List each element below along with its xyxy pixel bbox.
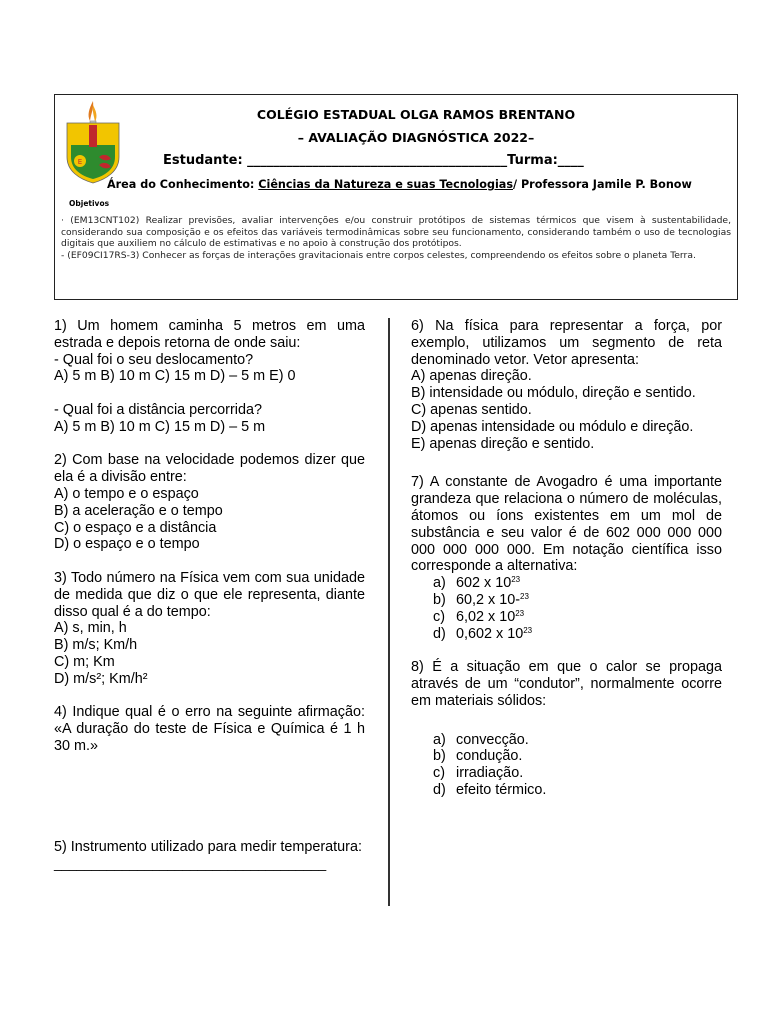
question-1 [54,318,365,436]
q2-option: B) a aceleração e o tempo [54,502,223,519]
question-8 [411,659,722,799]
right-column [411,318,722,799]
area-value: Ciências da Natureza e suas Tecnologias [258,178,513,191]
q8-option: b) condução. [433,748,523,765]
q1-sub2: - Qual foi a distância percorrida? [54,401,262,418]
teacher-name: / Professora Jamile P. Bonow [513,178,692,191]
q6-option: D) apenas intensidade ou módulo e direção. [411,418,694,435]
exam-title: – AVALIAÇÃO DIAGNÓSTICA 2022– [297,130,535,145]
q7-option: d) 0,602 x $10^{23}$ [433,625,533,642]
q1-stem: 1) Um homem caminha 5 metros em uma estrada e depois retorna de onde saiu: [54,318,365,351]
q7-stem: 7) A constante de Avogadro é uma importante grandeza que relaciona o número de moléculas, átomos ou íons existentes em um mol de substância e seu valor é de 602 000 000 000 000 000 000 000. Em notação científica isso corresponde a alternativa: [411,474,722,575]
q7-option: a) 602 x $10^{23}$ [433,575,521,592]
q3-option: A) s, min, h [54,620,127,637]
q2-option: D) o espaço e o tempo [54,536,200,553]
objectives-title: Objetivos [69,199,110,208]
q3-option: C) m; Km [54,653,115,670]
question-5 [54,839,365,873]
q6-option: A) apenas direção. [411,368,532,385]
q5-stem: 5) Instrumento utilizado para medir temperatura: [54,838,362,855]
q3-option: B) m/s; Km/h [54,637,138,654]
q8-option: a) convecção. [433,731,529,748]
q3-stem: 3) Todo número na Física vem com sua unidade de medida que diz o que ele representa, diante disso qual é a do tempo: [54,569,365,620]
q4-stem: 4) Indique qual é o erro na seguinte afirmação: «A duração do teste de Física e Química é 1 h 30 m.» [54,704,365,754]
q8-stem: 8) É a situação em que o calor se propaga através de um “condutor”, normalmente ocorre em materiais sólidos: [411,659,722,709]
left-column [54,318,365,872]
q5-answer-line[interactable]: ____________________________________ [54,855,327,871]
column-divider [388,318,390,906]
svg-text:E: E [77,158,83,166]
q1-sub1: - Qual foi o seu deslocamento? [54,351,254,368]
student-field[interactable]: Estudante: ________________________________________Turma:____ [163,153,584,168]
q7-options [411,575,722,642]
question-6 [411,318,722,452]
q8-options [411,732,722,799]
q1-options1: A) 5 m B) 10 m C) 15 m D) – 5 m E) 0 [54,368,296,385]
q6-option: B) intensidade ou módulo, direção e sentido. [411,385,696,402]
q8-option: d) efeito térmico. [433,781,547,798]
q6-option: C) apenas sentido. [411,401,532,418]
q2-stem: 2) Com base na velocidade podemos dizer que ela é a divisão entre: [54,452,365,486]
q6-option: E) apenas direção e sentido. [411,435,595,452]
q1-options2: A) 5 m B) 10 m C) 15 m D) – 5 m [54,418,266,435]
area-label: Área do Conhecimento: [107,178,259,191]
q7-option: b) 60,2 x 10-$^{23}$ [433,591,529,608]
q3-option: D) m/s²; Km/h² [54,670,148,687]
objectives-text [61,215,731,261]
q2-option: C) o espaço e a distância [54,519,217,536]
school-name: COLÉGIO ESTADUAL OLGA RAMOS BRENTANO [256,107,576,122]
objective-1: · (EM13CNT102) Realizar previsões, avaliar intervenções e/ou construir protótipos de sistemas térmicos que visem à sustentabilidade, considerando sua composição e os efeitos das variáveis termodinâmicas sobre seu funcionamento, considerando também o uso de tecnologias digitais que auxiliem no cálculo de estimativas e no apoio à construção dos protótipos. [61,215,731,249]
q2-option: A) o tempo e o espaço [54,485,199,502]
knowledge-area [107,178,692,191]
objective-2: - (EF09CI17RS-3) Conhecer as forças de interações gravitacionais entre corpos celestes, compreendendo os efeitos sobre o planeta Terra. [61,249,696,261]
question-3 [54,570,365,688]
q7-option: c) 6,02 x $10^{23}$ [433,608,525,625]
question-7 [411,474,722,642]
q6-stem: 6) Na física para representar a força, por exemplo, utilizamos um segmento de reta denominado vetor. Vetor apresenta: [411,318,722,368]
question-4 [54,704,365,754]
question-2 [54,452,365,553]
q8-option: c) irradiação. [433,765,524,782]
exam-header [54,94,738,300]
